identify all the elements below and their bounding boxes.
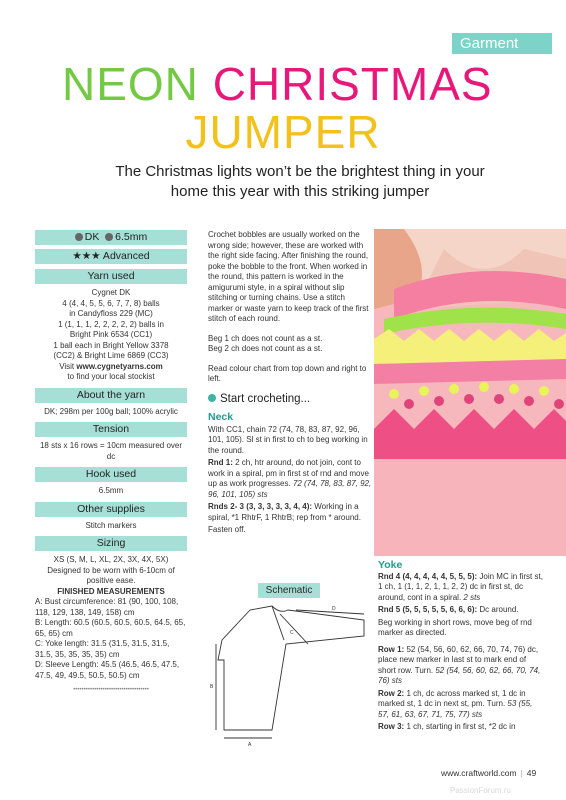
subtitle: The Christmas lights won’t be the brightest thing in your home this year with this striking jumper [115,163,485,200]
measurement-item: C: Yoke length: 31.5 (31.5, 31.5, 31.5, 31.5, 35, 35, 35, 35) cm [35,639,170,659]
pattern-column-right [378,560,543,735]
yarn-line: 4 (4, 4, 5, 5, 6, 7, 7, 8) balls [62,298,160,308]
yarn-used-text [35,288,187,383]
rnds23-label: Rnds 2- 3 (3, 3, 3, 3, 3, 4, 4): [208,502,313,511]
sweater-outline [218,606,364,730]
sizing-line: positive ease. [86,576,136,585]
title-word-christmas: CHRISTMAS [212,58,493,110]
dotted-divider: •••••••••••••••••••••••••••••••••••• [73,687,149,693]
schematic-label-b: B [210,684,214,690]
rnd1-count: 72 (74, 78, 83, 87, 92, 96, 101, 105) sts [208,479,372,499]
yarn-used-heading: Yarn used [35,269,187,284]
yarn-ball-icon [75,233,83,241]
yarn-website-link[interactable]: www.cygnetyarns.com [76,361,163,371]
yarn-line: (CC2) & Bright Lime 6869 (CC3) [53,351,169,360]
finished-measurements-heading: FINISHED MEASUREMENTS [57,586,165,596]
bullet-icon [208,394,216,402]
start-crocheting-heading [208,394,372,405]
yarn-weight: DK [84,231,100,243]
measurements-list [35,597,187,681]
yoke-rnd4 [378,572,543,604]
start-text: Start crocheting... [220,392,311,405]
yarn-line: in Candyfloss 229 (MC) [69,309,153,318]
jumper-illustration [374,229,566,556]
sizing-line: XS (S, M, L, XL, 2X, 3X, 4X, 5X) [53,555,169,564]
row1-count: 52 (54, 56, 60, 62, 66, 70, 74, 76) sts [378,665,541,685]
measurement-item: D: Sleeve Length: 45.5 (46.5, 46.5, 47.5, 47.5, 49, 49.5, 50.5, 50.5) cm [35,660,180,680]
page-title-line2: JUMPER [185,106,381,158]
info-sidebar [35,230,187,696]
short-rows-note: Beg working in short rows, move beg of rnd marker as directed. [378,617,532,637]
row2-count: 53 (55, 57, 61, 63, 67, 71, 75, 77) sts [378,699,533,719]
schematic-label-d: D [332,606,336,612]
hook-icon [105,233,113,241]
yarn-line: 1 ball each in Bright Yellow 3378 [53,340,169,350]
row3-text: 1 ch, starting in first st, *2 dc in [404,722,516,731]
visit-prefix: Visit [59,361,77,371]
measurement-item: B: Length: 60.5 (60.5, 60.5, 60.5, 64.5, 65, 65, 65) cm [35,618,186,638]
note-chart: Read colour chart from top down and right to left. [208,363,367,383]
neck-intro: With CC1, chain 72 (74, 78, 83, 87, 92, 96, 101, 105). Sl st in first to ch to beg working in the round. [208,424,368,455]
watermark: PassionForum.ru [450,786,511,795]
hook-used-text: 6.5mm [98,486,124,495]
difficulty-pill: ★★★ Advanced [35,249,187,264]
visit-line [35,362,187,373]
rnd4-label: Rnd 4 (4, 4, 4, 4, 4, 5, 5, 5): [378,571,478,581]
sizing-heading: Sizing [35,536,187,551]
rnd4-count: 2 sts [463,592,481,602]
rnd5-label: Rnd 5 (5, 5, 5, 5, 5, 6, 6, 6): [378,605,478,614]
about-yarn-heading: About the yarn [35,388,187,403]
about-yarn-text: DK; 298m per 100g ball; 100% acrylic [44,406,178,416]
other-supplies-heading: Other supplies [35,502,187,517]
rnd1-text: 2 ch, htr around, do not join, cont to work in a spiral, pm in first st of rnd and move up as work progresses. [208,458,369,488]
neck-rnd1 [208,458,372,500]
rnd4-text: Join MC in first st, 1 ch, 1 (1, 1, 2, 1, 1, 2, 2) dc in first st, dc around, cont in a spiral. [378,571,543,602]
measurement-item: A: Bust circumference: 81 (90, 100, 108, 118, 129, 138, 149, 158) cm [35,597,179,617]
sizing-text [35,555,187,597]
hook-size: 6.5mm [115,231,148,243]
schematic-diagram [210,600,374,750]
rnd1-label: Rnd 1: [208,458,233,467]
sizing-line: Designed to be worn with 6-10cm of [47,565,175,575]
jumper-photo [374,229,566,556]
section-tag: Garment [452,33,552,54]
other-supplies-text: Stitch markers [85,520,137,530]
footer-separator: | [520,768,523,778]
neck-heading: Neck [208,411,234,423]
page-number: 49 [526,768,537,778]
schematic-label-a: A [248,742,252,748]
row2-text: 1 ch, dc across marked st, 1 dc in marked st, 1 dc in next st, pm. Turn. [378,688,526,708]
neck-rnds23 [208,502,372,523]
tension-text: 18 sts x 16 rows = 10cm measured over dc [39,441,183,461]
intro-paragraph: Crochet bobbles are usually worked on the wrong side; however, these are worked with the right side facing. After finishing the round, poke the bobble to the front. When worked in the round, this pattern is worked in the amigurumi style, in a spiral without slip stitching or turning chains. Use a stitch marker or waste yarn to keep track of the first stitch of each round. [208,230,369,323]
yoke-row1 [378,645,543,687]
tension-heading: Tension [35,422,187,437]
yoke-row2 [378,689,543,721]
note-beg2: Beg 2 ch does not count as a st. [208,344,323,353]
hook-used-heading: Hook used [35,467,187,482]
yoke-row3 [378,722,543,733]
fasten-off: Fasten off. [208,525,246,534]
page-footer [441,768,536,778]
visit-suffix: to find your local stockist [67,372,155,381]
rnd5-text: Dc around. [477,605,519,614]
yarn-line: 1 (1, 1, 1, 2, 2, 2, 2, 2) balls in [58,319,164,329]
yoke-heading: Yoke [378,559,403,571]
row1-label: Row 1: [378,644,405,654]
footer-url[interactable]: www.craftworld.com [441,768,517,778]
row3-label: Row 3: [378,722,405,731]
title-word-neon: NEON [62,58,199,110]
weight-hook-pill [35,230,187,245]
yarn-line: Cygnet DK [91,288,131,297]
note-beg1: Beg 1 ch does not count as a st. [208,333,323,343]
page-title-line1 [62,60,493,108]
yarn-line: Bright Pink 6534 (CC1) [69,330,153,339]
row1-text: 52 (54, 56, 60, 62, 66, 70, 74, 76) dc, place new marker in last st to mark end of short row. Turn. [378,644,539,675]
schematic-label-c: C [290,630,294,636]
yoke-rnd5 [378,605,543,616]
row2-label: Row 2: [378,688,405,698]
schematic-heading: Schematic [258,583,320,598]
pattern-column-middle [208,230,372,538]
rnds23-text: Working in a spiral, *1 RhtrF, 1 RhtrB; rep from * around. [208,502,361,522]
